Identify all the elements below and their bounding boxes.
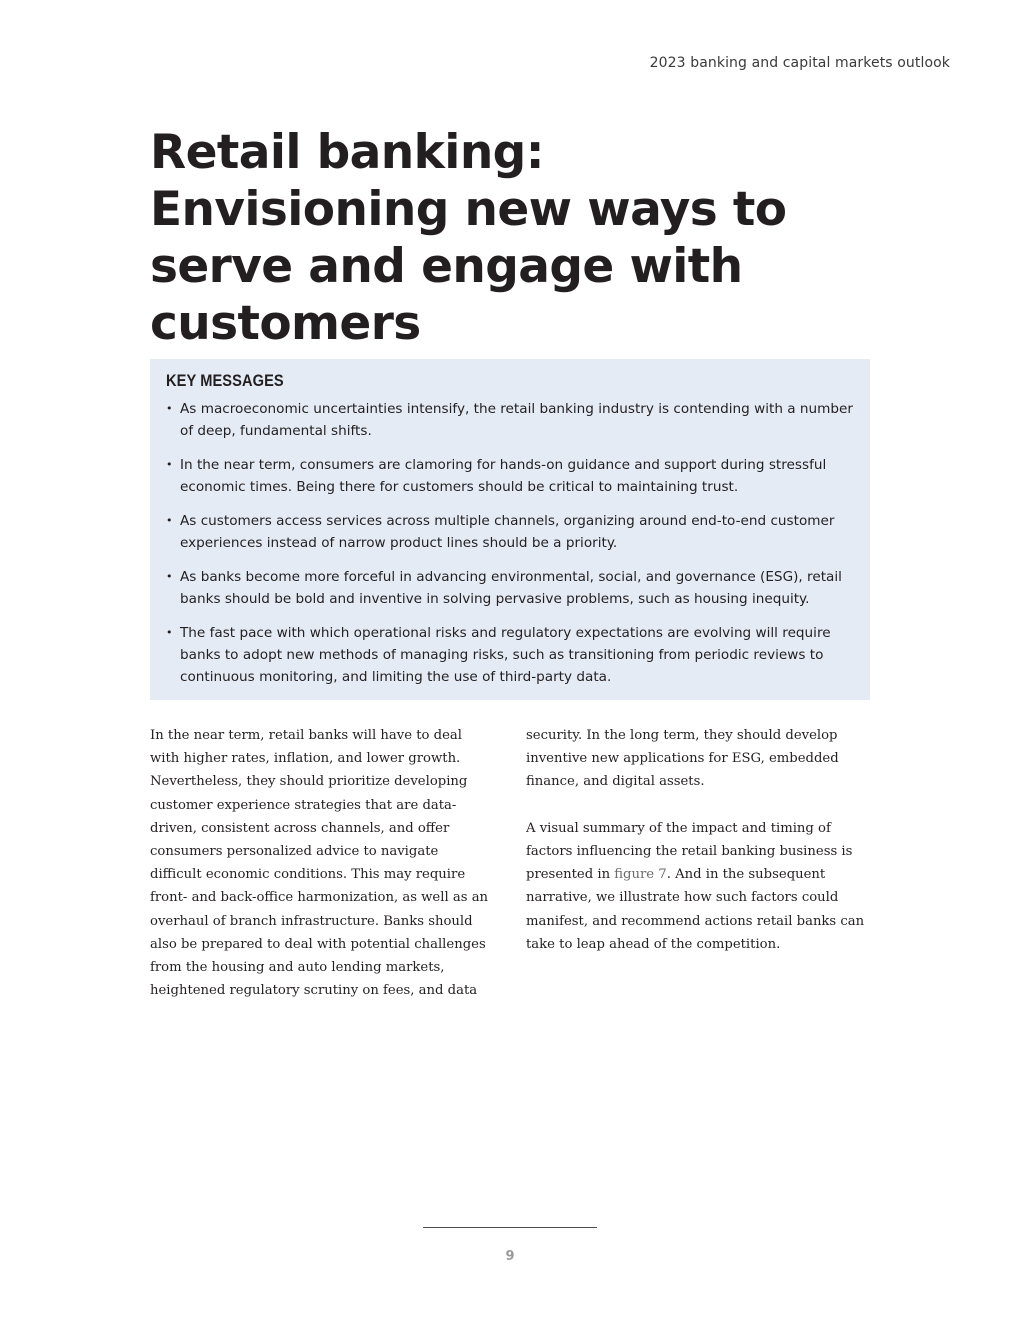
- key-message-item: [166, 454, 856, 498]
- bullet-icon: •: [166, 570, 173, 583]
- key-message-text: As macroeconomic uncertainties intensify, the retail banking industry is contending with a number of deep, fundamental shifts.: [180, 401, 853, 439]
- page-number: 9: [505, 1249, 515, 1264]
- key-message-item: [166, 566, 856, 610]
- key-message-text: In the near term, consumers are clamoring for hands-on guidance and support during stressful economic times. Being there for customers should be critical to maintaining trust.: [180, 457, 827, 495]
- key-message-item: [166, 510, 856, 554]
- bullet-icon: •: [166, 458, 173, 471]
- key-messages-box: [150, 359, 870, 700]
- key-message-text: As customers access services across multiple channels, organizing around end-to-end customer experiences instead of narrow product lines should be a priority.: [180, 513, 835, 551]
- key-message-item: [166, 398, 856, 442]
- bullet-icon: •: [166, 514, 173, 527]
- body-paragraph-1: In the near term, retail banks will have to deal with higher rates, inflation, and lower growth. Nevertheless, they should prioritize developing customer experience strategies that are data-driven, consistent across channels, and offer consumers personalized advice to navigate difficult economic conditions. This may require front- and back-office harmonization, as well as an overhaul of branch infrastructure. Banks should also be prepared to deal with potential challenges from the housing and auto lending markets, heightened regulatory scrutiny on fees, and data: [150, 728, 489, 999]
- key-messages-heading: KEY MESSAGES: [166, 371, 284, 390]
- bullet-icon: •: [166, 626, 173, 639]
- bullet-icon: •: [166, 402, 173, 415]
- body-paragraph-1-continued: security. In the long term, they should develop inventive new applications for ESG, embedded finance, and digital assets.: [526, 728, 839, 790]
- paragraph-2-text-end: . And in the subsequent narrative, we illustrate how such factors could manifest, and recommend actions retail banks can take to leap ahead of the competition.: [526, 867, 865, 952]
- body-paragraph-2: [526, 817, 870, 956]
- paragraph-2-text-start: A visual summary of the impact and timing of factors influencing the retail banking business is presented in: [526, 820, 853, 883]
- body-column-left: [150, 724, 494, 1002]
- key-message-text: The fast pace with which operational risks and regulatory expectations are evolving will require banks to adopt new methods of managing risks, such as transitioning from periodic reviews to continuous monitoring, and limiting the use of third-party data.: [180, 625, 831, 685]
- key-message-text: As banks become more forceful in advancing environmental, social, and governance (ESG), retail banks should be bold and inventive in solving pervasive problems, such as housing inequity.: [180, 569, 842, 607]
- body-columns: [150, 724, 870, 1002]
- key-message-item: [166, 622, 856, 688]
- body-column-right: [526, 724, 870, 1002]
- figure-7-link[interactable]: figure 7: [614, 867, 667, 883]
- running-header: 2023 banking and capital markets outlook: [649, 55, 950, 71]
- footer-divider: [423, 1227, 597, 1228]
- key-messages-list: [166, 398, 856, 688]
- page-title: Retail banking: Envisioning new ways to serve and engage with customers: [150, 125, 787, 351]
